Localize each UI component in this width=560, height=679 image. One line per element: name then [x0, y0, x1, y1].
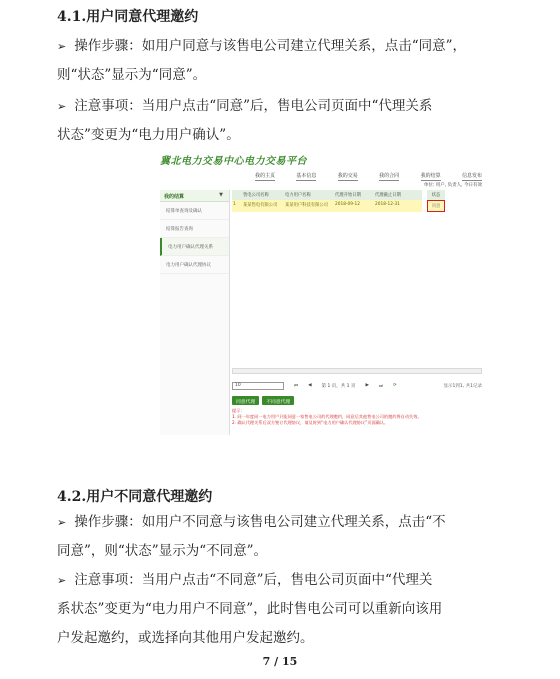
- action-buttons: [232, 396, 294, 405]
- notes-line: 户发起邀约，或选择向其他用户发起邀约。: [57, 630, 314, 646]
- table-header-cell: 代理截止日期: [375, 193, 401, 198]
- platform-nav: [255, 172, 482, 181]
- section-4-1-heading: 4.1.用户同意代理邀约: [57, 9, 199, 25]
- section-4-1-notes: [57, 92, 507, 150]
- page-size-select[interactable]: 10: [232, 382, 284, 390]
- nav-item[interactable]: 我的结算: [420, 173, 441, 179]
- page-number: 7 / 15: [262, 655, 298, 668]
- tip-title: 提示：: [232, 408, 245, 413]
- steps-line: 操作步骤：如用户同意与该售电公司建立代理关系，点击“同意”，: [74, 38, 467, 54]
- notes-line: 注意事项：当用户点击“不同意”后，售电公司页面中“代理关: [74, 572, 433, 588]
- next-page-icon[interactable]: ▶: [365, 383, 369, 388]
- table-cell: 2018-09-12: [335, 202, 360, 207]
- page-indicator: 第 1 页，共 1 页: [321, 383, 356, 389]
- first-page-icon[interactable]: ⏮: [294, 383, 299, 389]
- user-bar: 单位: 用户, 负责人, 今日有效: [423, 183, 482, 188]
- platform-main: [232, 190, 482, 452]
- last-page-icon[interactable]: ⏭: [378, 383, 384, 389]
- sidebar-header-label: 我的结算: [164, 194, 185, 200]
- sidebar-item-active[interactable]: 电力用户确认代理关系: [160, 238, 229, 256]
- notes-line: 系状态”变更为“电力用户不同意”，此时售电公司可以重新向该用: [57, 601, 443, 617]
- section-4-2-steps: [57, 508, 507, 566]
- table-header-cell: 代理开始日期: [335, 193, 361, 198]
- arrow-bullet-icon: ➢: [57, 100, 67, 113]
- arrow-bullet-icon: ➢: [57, 574, 67, 587]
- platform-screenshot: [160, 152, 482, 454]
- tip-line: 2. 确认代理关系后双方签订代理协议，请及时到“电力用户确认代理协议”页面确认。: [232, 420, 389, 426]
- caret-down-icon: ▼: [219, 192, 223, 198]
- sidebar-item[interactable]: 电力用户确认代理协议: [160, 256, 229, 274]
- table-row[interactable]: [232, 200, 441, 212]
- table-cell: 1: [233, 202, 236, 207]
- prev-page-icon[interactable]: ◀: [308, 383, 312, 388]
- table-header-cell: 状态: [427, 190, 445, 200]
- nav-item[interactable]: 我的主页: [255, 173, 276, 179]
- tip-line: 1. 同一年度同一电力用户只能同意一家售电公司的代理邀约，同意后其他售电公司的邀约将自动失效。: [232, 414, 422, 420]
- arrow-bullet-icon: ➢: [57, 516, 67, 529]
- nav-item[interactable]: 基本信息: [296, 173, 317, 179]
- notes-line: 状态”变更为“电力用户确认”。: [57, 127, 240, 143]
- proxy-table: [232, 190, 441, 212]
- arrow-bullet-icon: ➢: [57, 40, 67, 53]
- sidebar-header[interactable]: [160, 190, 229, 202]
- section-4-2-heading: 4.2.用户不同意代理邀约: [57, 489, 213, 505]
- pager-info: 显示1到1, 共1记录: [443, 383, 482, 389]
- table-cell: 2018-12-31: [375, 202, 400, 207]
- horizontal-scrollbar[interactable]: [232, 368, 482, 374]
- status-cell-highlighted: 同意: [427, 200, 445, 212]
- table-cell: 某某用户科技有限公司: [285, 203, 328, 208]
- nav-item[interactable]: 信息发布: [461, 173, 482, 179]
- table-header-cell: 售电公司名称: [243, 193, 269, 198]
- table-header-cell: 电力用户名称: [285, 193, 311, 198]
- sidebar-item[interactable]: 结算单查询及确认: [160, 202, 229, 220]
- table-header-cell: [232, 190, 242, 200]
- platform-sidebar: [160, 190, 230, 435]
- agree-proxy-button[interactable]: 同意代理: [232, 396, 259, 405]
- disagree-proxy-button[interactable]: 不同意代理: [262, 396, 294, 405]
- table-header: [232, 190, 441, 200]
- platform-title: 冀北电力交易中心电力交易平台: [160, 156, 307, 167]
- tip-note: [232, 408, 482, 427]
- table-cell: 某某售电有限公司: [243, 203, 278, 208]
- pager: [232, 381, 482, 390]
- steps-line: 则“状态”显示为“同意”。: [57, 67, 207, 83]
- section-4-1-steps: [57, 32, 507, 90]
- steps-line: 同意”，则“状态”显示为“不同意”。: [57, 543, 268, 559]
- sidebar-item[interactable]: 结算报告查询: [160, 220, 229, 238]
- refresh-icon[interactable]: ⟳: [393, 383, 397, 388]
- nav-item[interactable]: 我的合同: [379, 173, 400, 179]
- steps-line: 操作步骤：如用户不同意与该售电公司建立代理关系，点击“不: [74, 514, 446, 530]
- notes-line: 注意事项：当用户点击“同意”后，售电公司页面中“代理关系: [74, 98, 433, 114]
- section-4-2-notes: [57, 566, 507, 653]
- nav-item[interactable]: 我的交易: [337, 173, 358, 179]
